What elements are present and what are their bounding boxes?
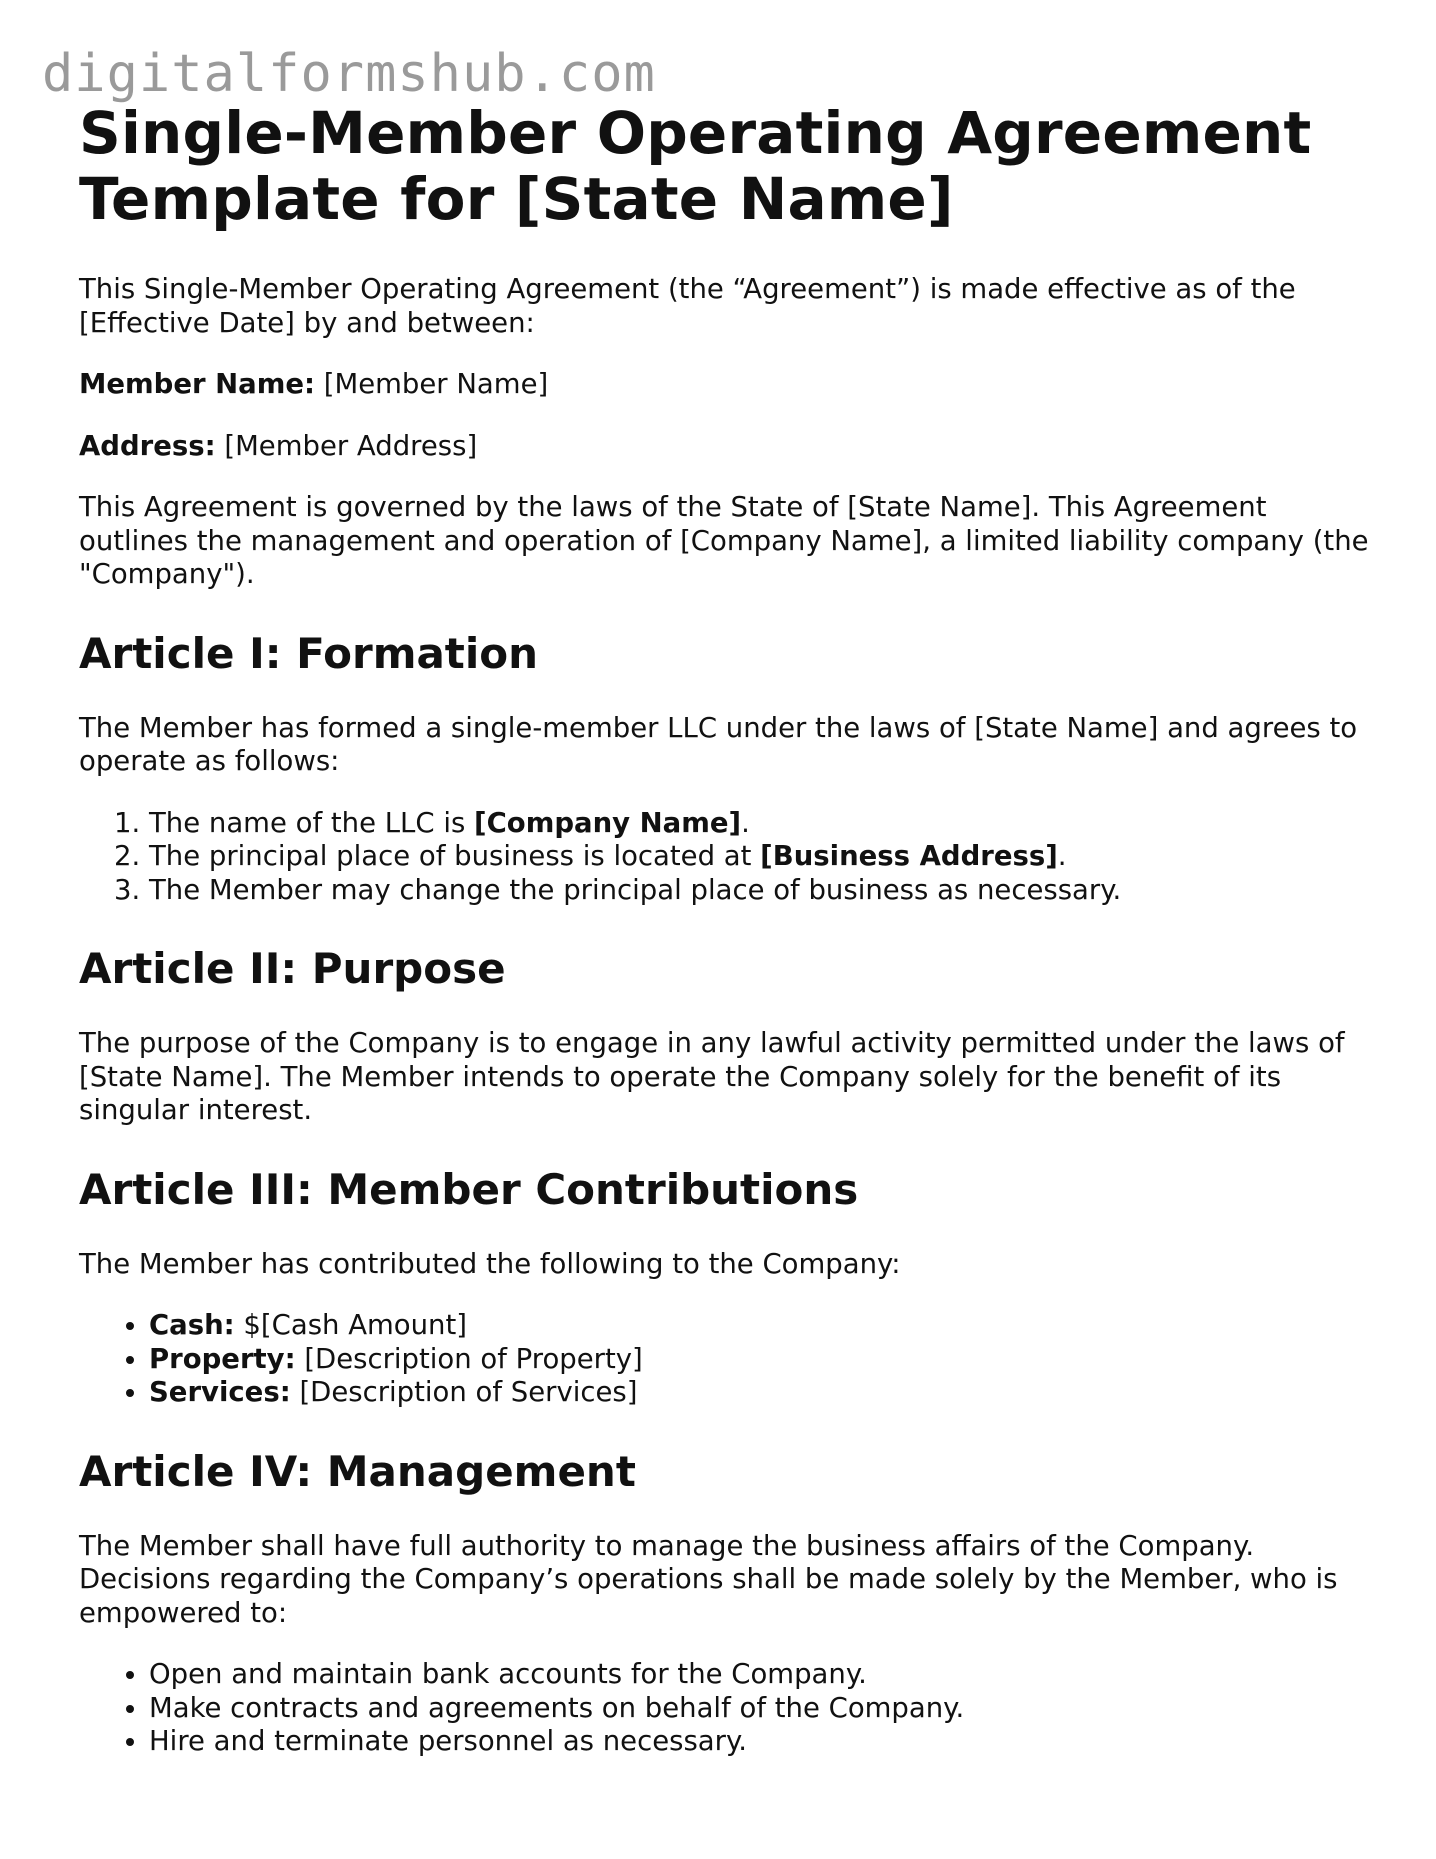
address-value: [Member Address] [215, 429, 478, 462]
member-name-label: Member Name: [79, 368, 316, 400]
list-item-punct: . [741, 806, 750, 839]
list-item-bold: [Company Name] [474, 806, 742, 839]
article-2-heading: Article II: Purpose [79, 944, 506, 993]
article-4-heading: Article IV: Management [79, 1446, 636, 1496]
list-item-value: [Description of Property] [295, 1342, 643, 1375]
document-title: Single-Member Operating Agreement Template for [State Name] [79, 99, 1312, 233]
article-3-text: The Member has contributed the following to the Company: [79, 1247, 901, 1280]
member-name-line [79, 368, 1369, 402]
list-item: • Hire and terminate personnel as necessary. [149, 1725, 1369, 1759]
list-item-value: [Description of Services] [290, 1376, 638, 1408]
list-item-text: The Member may change the principal place of business as necessary. [149, 873, 1122, 906]
list-item-label: Cash: [149, 1309, 235, 1341]
list-item [149, 874, 1369, 908]
article-4-text: The Member shall have full authority to manage the business affairs of the Company. Decisions regarding the Company’s operations shall be made solely by the Member, who is empowered to: [79, 1529, 1338, 1629]
document-page [79, 100, 1369, 1759]
list-item-text: The principal place of business is located at [149, 840, 761, 872]
list-item-label: Property: [149, 1342, 296, 1375]
site-watermark: digitalformshub.com [42, 44, 656, 104]
list-item [149, 1376, 1369, 1410]
intro-paragraph: This Single-Member Operating Agreement (the “Agreement”) is made effective as of the [Effective Date] by and between: [79, 273, 1296, 339]
list-item-punct: . [1057, 840, 1067, 872]
list-item: • Open and maintain bank accounts for the Company. [149, 1658, 1369, 1692]
list-item [149, 1343, 1369, 1377]
article-3-heading: Article III: Member Contributions [79, 1164, 859, 1214]
list-item [149, 807, 1369, 841]
address-line [79, 430, 1369, 464]
list-item-label: Services: [149, 1376, 291, 1408]
article-2-text: The purpose of the Company is to engage in any lawful activity permitted under the laws of [State Name]. The Member intends to operate the Company solely for the benefit of its singular interest. [79, 1027, 1345, 1126]
member-name-value: [Member Name] [315, 368, 549, 400]
list-item [149, 840, 1369, 874]
contributions-list [79, 1309, 1369, 1410]
list-item-value: $[Cash Amount] [234, 1309, 468, 1341]
article-1-heading: Article I: Formation [79, 628, 539, 678]
list-item: • Make contracts and agreements on behalf of the Company. [149, 1692, 1369, 1726]
list-item [149, 1309, 1369, 1343]
governing-paragraph: This Agreement is governed by the laws of the State of [State Name]. This Agreement outlines the management and operation of [Company Name], a limited liability company (the "Company"). [79, 491, 1369, 590]
address-label: Address: [79, 429, 216, 462]
list-item-text: The name of the LLC is [149, 806, 475, 839]
list-item-bold: [Business Address] [760, 840, 1058, 872]
formation-list [79, 807, 1369, 908]
article-1-text: The Member has formed a single-member LLC under the laws of [State Name] and agrees to operate as follows: [79, 711, 1358, 777]
management-list [79, 1658, 1369, 1759]
